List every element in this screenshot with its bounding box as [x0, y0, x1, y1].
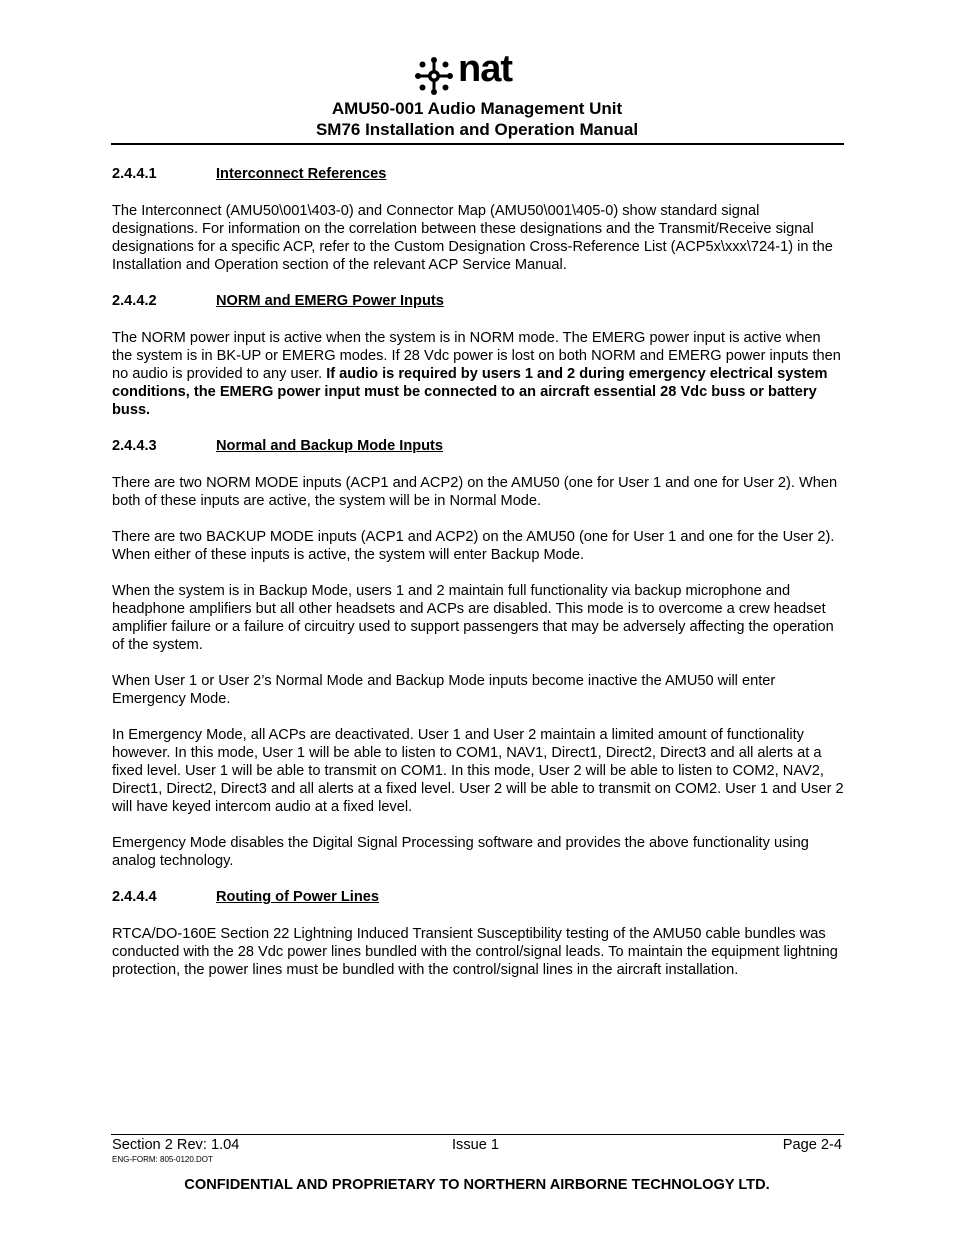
- section-number: 2.4.4.4: [112, 889, 157, 905]
- logo-text: nat: [458, 48, 512, 90]
- footer-form-id: ENG-FORM: 805-0120.DOT: [112, 1155, 213, 1164]
- paragraph-bold-text: If audio is required by users 1 and 2 during emergency electrical system conditions, the EMERG power input must be connected to an aircraft essential 28 Vdc buss or battery buss.: [112, 366, 828, 418]
- nat-logo: [414, 48, 542, 96]
- header-rule: [111, 143, 844, 145]
- footer-rule: [111, 1134, 844, 1135]
- section-number: 2.4.4.1: [112, 166, 157, 182]
- footer-page-number: Page 2-4: [782, 1137, 842, 1153]
- paragraph: In Emergency Mode, all ACPs are deactivated. User 1 and User 2 maintain a limited amount of functionality however. In this mode, User 1 will be able to listen to COM1, NAV1, Direct1, Direct2, Direct3 and all alerts at a fixed level. User 1 will be able to transmit on COM1. In this mode, User 2 will be able to listen to COM2, NAV2, Direct1, Direct2, Direct3 and all alerts at a fixed level. User 2 will be able to transmit on COM2. User 1 and User 2 will have keyed intercom audio at a fixed level.: [112, 727, 844, 815]
- document-subtitle: SM76 Installation and Operation Manual: [315, 120, 639, 139]
- main-content: [112, 165, 844, 997]
- section-heading-2-4-4-3: [112, 437, 844, 455]
- paragraph: When User 1 or User 2’s Normal Mode and Backup Mode inputs become inactive the AMU50 will enter Emergency Mode.: [112, 673, 776, 707]
- section-title: Interconnect References: [216, 166, 387, 182]
- confidentiality-notice: CONFIDENTIAL AND PROPRIETARY TO NORTHERN AIRBORNE TECHNOLOGY LTD.: [184, 1177, 770, 1193]
- section-title: Routing of Power Lines: [216, 889, 379, 905]
- footer-issue: Issue 1: [452, 1137, 500, 1153]
- paragraph: RTCA/DO-160E Section 22 Lightning Induced Transient Susceptibility testing of the AMU50 cable bundles was conducted with the 28 Vdc power lines bundled with the control/signal leads. To maintain the equipment lightning protection, the power lines must be bundled with the control/signal lines in the aircraft installation.: [112, 926, 838, 978]
- section-title: NORM and EMERG Power Inputs: [216, 293, 444, 309]
- paragraph: There are two NORM MODE inputs (ACP1 and ACP2) on the AMU50 (one for User 1 and one for User 2). When both of these inputs are active, the system will be in Normal Mode.: [112, 475, 838, 509]
- document-title: AMU50-001 Audio Management Unit: [331, 99, 623, 118]
- paragraph: There are two BACKUP MODE inputs (ACP1 and ACP2) on the AMU50 (one for User 1 and one for the User 2). When either of these inputs is active, the system will enter Backup Mode.: [112, 529, 835, 563]
- paragraph-text: The NORM power input is active when the system is in NORM mode. The EMERG power input is active when the system is in BK-UP or EMERG modes. If 28 Vdc power is lost on both NORM and EMERG power inputs then no audio is provided to any user.: [112, 330, 841, 382]
- paragraph: When the system is in Backup Mode, users 1 and 2 maintain full functionality via backup microphone and headphone amplifiers but all other headsets and ACPs are disabled. This mode is to overcome a crew headset amplifier failure or a failure of circuitry used to support passengers that may be adversely affecting the operation of the system.: [112, 583, 834, 653]
- section-heading-2-4-4-4: [112, 888, 844, 906]
- section-number: 2.4.4.3: [112, 438, 157, 454]
- section-title: Normal and Backup Mode Inputs: [216, 438, 444, 454]
- asterisk-logo-icon: [414, 56, 454, 96]
- footer-section-rev: Section 2 Rev: 1.04: [112, 1137, 240, 1153]
- section-number: 2.4.4.2: [112, 293, 157, 309]
- section-heading-2-4-4-1: [112, 165, 844, 183]
- paragraph: Emergency Mode disables the Digital Signal Processing software and provides the above functionality using analog technology.: [112, 835, 809, 869]
- section-heading-2-4-4-2: [112, 292, 844, 310]
- paragraph: [112, 329, 844, 419]
- paragraph: The Interconnect (AMU50\001\403-0) and Connector Map (AMU50\001\405-0) show standard signal designations. For information on the correlation between these designations and the Transmit/Receive signal designations for a specific ACP, refer to the Custom Designation Cross-Reference List (ACP5x\xxx\724-1) in the Installation and Operation section of the relevant ACP Service Manual.: [112, 203, 833, 273]
